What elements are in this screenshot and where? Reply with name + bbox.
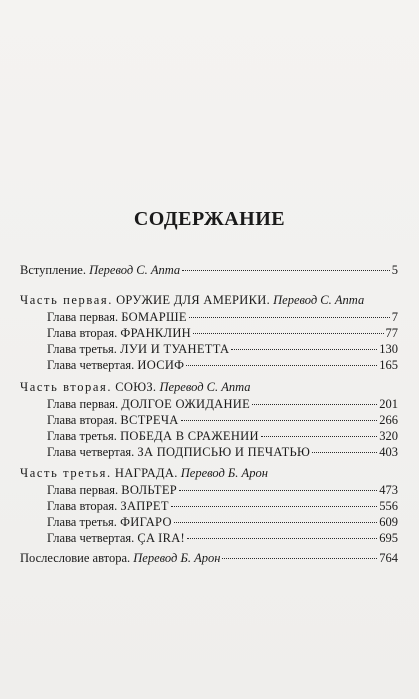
chapter-name: ЗА ПОДПИСЬЮ И ПЕЧАТЬЮ: [137, 445, 311, 459]
part-translator: Перевод Б. Арон: [180, 466, 268, 480]
chapter-name: ДОЛГОЕ ОЖИДАНИЕ: [121, 397, 251, 411]
intro-translator: Перевод С. Апта: [89, 263, 181, 277]
chapter-page: 556: [379, 499, 398, 513]
leader-dots: [231, 339, 377, 350]
chapter-page: 473: [379, 483, 398, 497]
chapter-page: 77: [385, 326, 398, 340]
chapter-name: ИОСИФ: [137, 358, 185, 372]
chapter-name: ПОБЕДА В СРАЖЕНИИ: [120, 429, 259, 443]
chapter-label: Глава первая.: [47, 397, 119, 411]
leader-dots: [171, 496, 377, 507]
part-name: ОРУЖИЕ ДЛЯ АМЕРИКИ.: [116, 293, 271, 307]
chapter-label: Глава первая.: [47, 483, 119, 497]
chapter-entry: [20, 530, 398, 546]
part-translator: Перевод С. Апта: [159, 380, 251, 394]
toc-part-3: [20, 464, 398, 546]
leader-dots: [187, 528, 377, 539]
intro-label: Вступление.: [20, 263, 86, 277]
leader-dots: [193, 323, 384, 334]
leader-dots: [189, 307, 390, 318]
chapter-page: 403: [379, 445, 398, 459]
chapter-entry: [20, 357, 398, 373]
leader-dots: [312, 442, 377, 453]
part-label: Часть третья.: [20, 466, 112, 480]
chapter-page: 320: [379, 429, 398, 443]
toc-afterword: [20, 550, 398, 566]
chapter-label: Глава третья.: [47, 515, 117, 529]
afterword-translator: Перевод Б. Арон: [133, 551, 221, 565]
afterword-label: Послесловие автора.: [20, 551, 131, 565]
leader-dots: [181, 410, 378, 421]
toc-entry-intro: [20, 262, 398, 278]
chapter-label: Глава третья.: [47, 342, 117, 356]
toc-intro: [20, 262, 398, 278]
chapter-page: 7: [391, 310, 398, 324]
chapter-label: Глава первая.: [47, 310, 119, 324]
chapter-page: 201: [379, 397, 398, 411]
chapter-page: 266: [379, 413, 398, 427]
toc-entry-afterword: [20, 550, 398, 566]
chapter-label: Глава четвертая.: [47, 358, 135, 372]
chapter-page: 609: [379, 515, 398, 529]
toc-part-1: [20, 291, 398, 373]
leader-dots: [174, 512, 377, 523]
toc-part-2: [20, 378, 398, 460]
leader-dots: [252, 394, 377, 405]
chapter-name: ЛУИ И ТУАНЕТТА: [120, 342, 230, 356]
chapter-label: Глава третья.: [47, 429, 117, 443]
part-label: Часть вторая.: [20, 380, 113, 394]
leader-dots: [179, 480, 377, 491]
leader-dots: [182, 260, 390, 271]
leader-dots: [186, 355, 377, 366]
afterword-page: 764: [379, 551, 398, 565]
chapter-page: 165: [379, 358, 398, 372]
chapter-name: ЗАПРЕТ: [120, 499, 169, 513]
chapter-label: Глава четвертая.: [47, 445, 135, 459]
part-translator: Перевод С. Апта: [273, 293, 365, 307]
chapter-name: ÇA IRA!: [137, 531, 185, 545]
chapter-label: Глава четвертая.: [47, 531, 135, 545]
part-name: НАГРАДА.: [114, 466, 178, 480]
chapter-page: 130: [379, 342, 398, 356]
chapter-label: Глава вторая.: [47, 413, 118, 427]
contents-title: СОДЕРЖАНИЕ: [133, 208, 286, 230]
chapter-name: ВОЛЬТЕР: [121, 483, 178, 497]
part-label: Часть первая.: [20, 293, 113, 307]
chapter-name: ФИГАРО: [120, 515, 172, 529]
chapter-name: БОМАРШЕ: [121, 310, 187, 324]
chapter-label: Глава вторая.: [47, 326, 118, 340]
chapter-name: ФРАНКЛИН: [120, 326, 191, 340]
leader-dots: [222, 548, 377, 559]
chapter-page: 695: [379, 531, 398, 545]
chapter-label: Глава вторая.: [47, 499, 118, 513]
leader-dots: [261, 426, 377, 437]
chapter-name: ВСТРЕЧА: [120, 413, 179, 427]
chapter-entry: [20, 444, 398, 460]
intro-page: 5: [391, 263, 398, 277]
part-name: СОЮЗ.: [115, 380, 157, 394]
